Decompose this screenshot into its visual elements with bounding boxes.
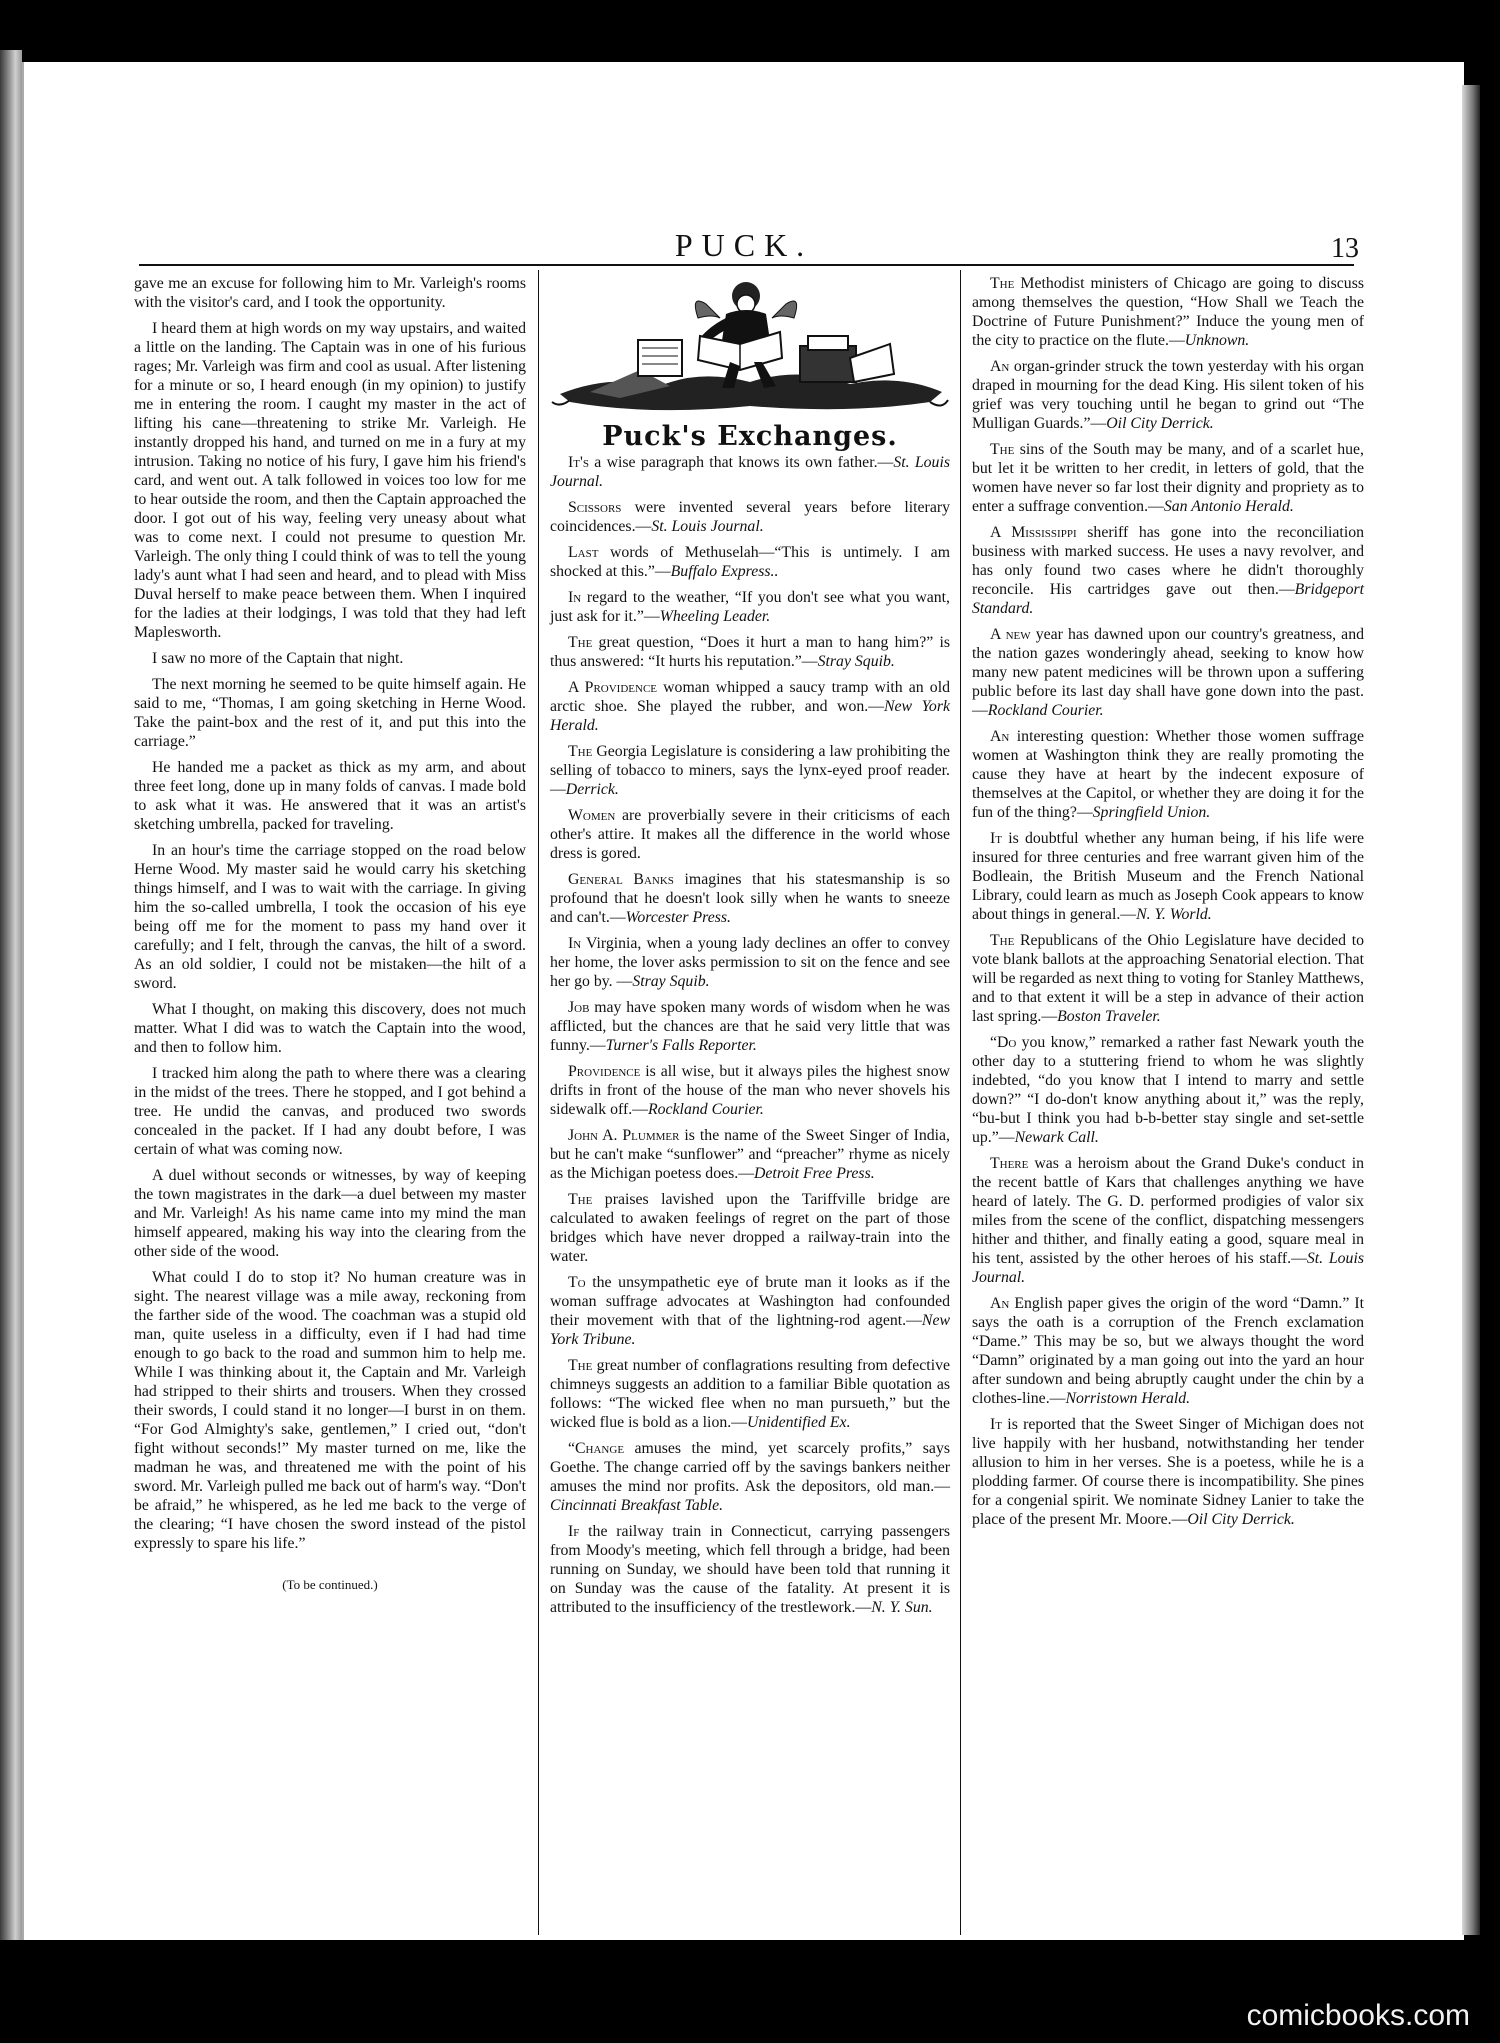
- exchange-item: In regard to the weather, “If you don't see what you want, just ask for it.”—Wheeling Leader.: [550, 589, 950, 625]
- exchange-item: Job may have spoken many words of wisdom when he was afflicted, but the chances are that he said very little that was funny.—Turner's Falls Reporter.: [550, 999, 950, 1054]
- exchange-item: Women are proverbially severe in their criticisms of each other's attire. It makes all the difference in the world whose dress is gored.: [550, 807, 950, 862]
- exchange-item: The great number of conflagrations resulting from defective chimneys suggests an addition to a familiar Bible quotation as follows: “The wicked flee when no man pursueth,” but the wicked flue is bold as a lion.—Unidentified Ex.: [550, 1357, 950, 1431]
- story-paragraph: I tracked him along the path to where there was a clearing in the midst of the trees. There he stopped, and I got behind a tree. He undid the canvas, and produced two swords concealed in the packet. If I had any doubt before, I was certain of what was coming now.: [134, 1065, 526, 1158]
- exchange-item: A Providence woman whipped a saucy tramp with an old arctic shoe. She played the rubber, and won.—New York Herald.: [550, 679, 950, 734]
- story-paragraph: In an hour's time the carriage stopped on the road below Herne Wood. My master said he would carry his sketching things himself, and I was to wait with the carriage. In giving him the so-called umbrella, I took the occasion of his eye being off me for the moment to pass my hand over it carefully; and I felt, through the canvas, the hilt of a sword. As an old soldier, I could not be mistaken—the hilt of a sword.: [134, 842, 526, 992]
- story-paragraph: He handed me a packet as thick as my arm, and about three feet long, done up in many folds of canvas. I made bold to ask what it was. He answered that it was an artist's sketching umbrella, packed for traveling.: [134, 759, 526, 833]
- column-exchanges: [550, 274, 950, 1624]
- exchange-item: An English paper gives the origin of the word “Damn.” It says the oath is a corruption of the French exclamation “Dame.” This may be so, but we always thought the word “Damn” originated by a man going out into the yard an hour after sundown and being abruptly caught under the chin by a clothes-line.—Norristown Herald.: [972, 1295, 1364, 1407]
- scan-spine: [0, 50, 22, 1940]
- exchange-item: John A. Plummer is the name of the Sweet Singer of India, but he can't make “sunflower” and “preacher” rhyme as nicely as the Michigan poetess does.—Detroit Free Press.: [550, 1127, 950, 1182]
- page-number: 13: [1331, 233, 1359, 264]
- story-paragraph: What I thought, on making this discovery, does not much matter. What I did was to watch the Captain into the wood, and then to follow him.: [134, 1001, 526, 1056]
- exchange-item: An interesting question: Whether those women suffrage women at Washington think they are really promoting the cause they have at heart by the indecent exposure of themselves at the Capitol, or whether they are doing it for the fun of the thing?—Springfield Union.: [972, 728, 1364, 821]
- column-divider: [538, 270, 539, 1935]
- page-edge: [1462, 85, 1480, 1935]
- exchange-item: There was a heroism about the Grand Duke's conduct in the recent battle of Kars that challenges anything we have heard of lately. The G. D. performed prodigies of valor six miles from the scene of the conflict, dispatching messengers hither and thither, and finally eating a good, square meal in his tent, assisted by the other heroes of his staff.—St. Louis Journal.: [972, 1155, 1364, 1286]
- masthead: PUCK.: [674, 227, 814, 263]
- exchange-item: “Change amuses the mind, yet scarcely profits,” says Goethe. The change carried off by the savings bankers neither amuses the mind nor profits. Ask the depositors, old man.—Cincinnati Breakfast Table.: [550, 1440, 950, 1514]
- exchange-item: “Do you know,” remarked a rather fast Newark youth the other day to a stuttering friend to whom he was slightly indebted, “do you know that I intend to marry and settle down?” “I do-don't know anything about it,” was the reply, “bu-but I think you had b-b-better stay single and set-settle up.”—Newark Call.: [972, 1034, 1364, 1146]
- exchange-item: It's a wise paragraph that knows its own father.—St. Louis Journal.: [550, 454, 950, 490]
- story-paragraph: gave me an excuse for following him to Mr. Varleigh's rooms with the visitor's card, and I took the opportunity.: [134, 275, 526, 311]
- story-paragraph: I heard them at high words on my way upstairs, and waited a little on the landing. The Captain was in one of his furious rages; Mr. Varleigh was firm and cool as usual. After listening for a minute or so, I heard enough (in my opinion) to justify me in entering the room. I caught my master in the act of lifting his cane—threatening to strike Mr. Varleigh. He instantly dropped his hand, and turned on me in a fury at my intrusion. Taking no notice of his fury, I gave him his friend's card, and went out. A talk followed in voices too low for me to hear outside the room, and then the Captain approached the door. I got out of his way, feeling very uneasy about what was to come next. I could not presume to question Mr. Varleigh. The only thing I could think of was to tell the young lady's aunt what I had seen and heard, and to plead with Miss Duval herself to make peace between them. When I inquired for the ladies at their lodgings, I was told that they had left Maplesworth.: [134, 320, 526, 641]
- watermark: comicbooks.com: [1246, 1999, 1470, 2032]
- header-rule: [139, 264, 1354, 266]
- exchange-item: A new year has dawned upon our country's greatness, and the nation gazes wonderingly ahead, seeking to know how many new patent medicines will be thrown upon a suffering public before its last day shall have gone down into the past.—Rockland Courier.: [972, 626, 1364, 719]
- puck-cherub-icon: [550, 274, 950, 419]
- column-story: [134, 274, 526, 1601]
- exchange-item: If the railway train in Connecticut, carrying passengers from Moody's meeting, which fell through a bridge, had been running on Sunday, we should have been told that running it on Sunday was the cause of the fatality. At present it is attributed to the insufficiency of the trestlework.—N. Y. Sun.: [550, 1523, 950, 1616]
- page-header: [24, 227, 1464, 267]
- exchange-item: To the unsympathetic eye of brute man it looks as if the woman suffrage advocates at Washington had confounded their movement with that of the lightning-rod agent.—New York Tribune.: [550, 1274, 950, 1348]
- story-paragraph: The next morning he seemed to be quite himself again. He said to me, “Thomas, I am going sketching in Herne Wood. Take the paint-box and the rest of it, and put this into the carriage.”: [134, 676, 526, 750]
- exchange-item: An organ-grinder struck the town yesterday with his organ draped in mourning for the dead King. His silent token of his grief was very touching until he began to grind out “The Mulligan Guards.”—Oil City Derrick.: [972, 358, 1364, 432]
- to-be-continued: (To be continued.): [282, 1577, 378, 1592]
- exchange-item: General Banks imagines that his statesmanship is so profound that he doesn't look silly when he wants to sneeze and can't.—Worcester Press.: [550, 871, 950, 926]
- exchange-item: It is reported that the Sweet Singer of Michigan does not live happily with her husband, notwithstanding her tender allusion to him in her verses. She is a poetess, while he is a plodding farmer. Of course there is incompatibility. She pines for a congenial spirit. We nominate Sidney Lanier to take the place of the present Mr. Moore.—Oil City Derrick.: [972, 1416, 1364, 1528]
- column-exchanges-continued: [972, 274, 1364, 1536]
- exchange-item: A Mississippi sheriff has gone into the reconciliation business with marked success. He uses a navy revolver, and has only found two cases where he didn't thoroughly reconcile. His cartridges gave out then.—Bridgeport Standard.: [972, 524, 1365, 617]
- exchange-item: The great question, “Does it hurt a man to hang him?” is thus answered: “It hurts his reputation.”—Stray Squib.: [550, 634, 950, 670]
- exchange-item: The Republicans of the Ohio Legislature have decided to vote blank ballots at the approaching Senatorial election. That will be regarded as next thing to voting for Stanley Matthews, and to that extent it will be a step in advance of their action last spring.—Boston Traveler.: [972, 932, 1364, 1025]
- story-paragraph: A duel without seconds or witnesses, by way of keeping the town magistrates in the dark—a duel between my master and Mr. Varleigh! As his name came into my mind the man himself appeared, making his way into the clearing from the other side of the wood.: [134, 1167, 526, 1260]
- exchange-item: Last words of Methuselah—“This is untimely. I am shocked at this.”—Buffalo Express..: [550, 544, 950, 580]
- exchange-item: The Georgia Legislature is considering a law prohibiting the selling of tobacco to miners, says the lynx-eyed proof reader.—Derrick.: [550, 743, 950, 798]
- exchange-item: Providence is all wise, but it always piles the highest snow drifts in front of the house of the man who never shovels his sidewalk off.—Rockland Courier.: [550, 1063, 950, 1118]
- page: [22, 62, 1464, 1940]
- puck-cherub-illustration: [550, 274, 950, 419]
- exchange-item: Scissors were invented several years before literary coincidences.—St. Louis Journal.: [550, 499, 950, 535]
- exchange-item: The praises lavished upon the Tariffville bridge are calculated to awaken feelings of regret on the part of those bridges which have never dropped a railway-train into the water.: [550, 1191, 950, 1265]
- exchange-item: The sins of the South may be many, and of a scarlet hue, but let it be written to her credit, in letters of gold, that the women have never so far lost their dignity and propriety as to enter a suffrage convention.—San Antonio Herald.: [972, 441, 1364, 515]
- column-divider: [960, 270, 961, 1935]
- section-title: Puck's Exchanges.: [602, 421, 898, 452]
- exchange-item: The Methodist ministers of Chicago are going to discuss among themselves the question, “How Shall we Teach the Doctrine of Future Punishment?” Induce the young men of the city to practice on the flute.—Unknown.: [972, 275, 1364, 349]
- exchange-item: It is doubtful whether any human being, if his life were insured for three centuries and free warrant given him of the Bodleain, the British Museum and the French National Library, could learn as much as Joseph Cook appears to know about things in general.—N. Y. World.: [972, 830, 1364, 923]
- story-paragraph: I saw no more of the Captain that night.: [152, 650, 404, 667]
- story-paragraph: What could I do to stop it? No human creature was in sight. The nearest village was a mile away, reckoning from the farther side of the wood. The coachman was a stupid old man, quite useless in a difficulty, even if I had had time enough to go back to the road and summon him to help me. While I was thinking about it, the Captain and Mr. Varleigh had stripped to their shirts and trousers. When they crossed their swords, I could stand it no longer—I burst in on them. “For God Almighty's sake, gentlemen,” I cried out, “don't fight without seconds!” My master turned on me, like the madman he was, and threatened me with the point of his sword. Mr. Varleigh pulled me back out of harm's way. “Don't be afraid,” he whispered, as he led me back to the verge of the clearing; “I have chosen the sword instead of the pistol expressly to spare his life.”: [134, 1269, 526, 1552]
- exchange-item: In Virginia, when a young lady declines an offer to convey her home, the lover asks permission to sit on the fence and see her go by. —Stray Squib.: [550, 935, 950, 990]
